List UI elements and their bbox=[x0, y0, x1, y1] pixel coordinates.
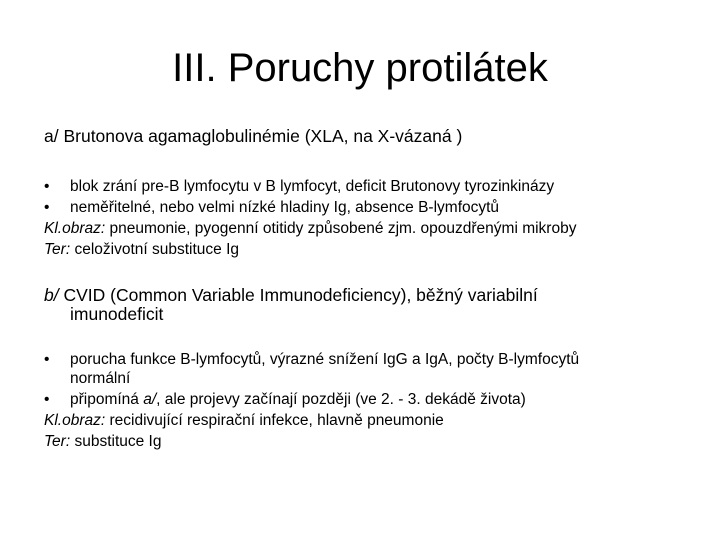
bullet-symbol: • bbox=[44, 199, 50, 216]
bullet-symbol: • bbox=[44, 351, 50, 368]
section-a-therapy bbox=[44, 240, 239, 259]
clinical-picture-label: Kl.obraz: bbox=[44, 412, 106, 429]
therapy-text: celoživotní substituce Ig bbox=[70, 241, 240, 258]
bullet-text-line1: porucha funkce B-lymfocytů, výrazné snížení IgG a IgA, počty B-lymfocytů bbox=[70, 351, 580, 368]
section-b-heading bbox=[44, 286, 538, 324]
section-b-prefix: b/ bbox=[44, 285, 59, 305]
bullet-text: neměřitelné, nebo velmi nízké hladiny Ig, absence B-lymfocytů bbox=[70, 199, 500, 216]
therapy-label: Ter: bbox=[44, 433, 71, 450]
bullet-text-line2: normální bbox=[70, 370, 131, 387]
section-b-bullet-2 bbox=[44, 390, 526, 409]
clinical-picture-text: recidivující respirační infekce, hlavně pneumonie bbox=[105, 412, 444, 429]
section-a-bullet-1 bbox=[44, 177, 554, 196]
bullet-text bbox=[70, 390, 526, 409]
bullet-text: blok zrání pre-B lymfocytu v B lymfocyt, deficit Brutonovy tyrozinkinázy bbox=[70, 178, 555, 195]
section-b-clinical-picture bbox=[44, 411, 444, 430]
bullet-text-prefix: připomíná bbox=[70, 391, 144, 408]
therapy-text: substituce Ig bbox=[70, 433, 162, 450]
bullet-text-suffix: , ale projevy začínají později (ve 2. - 3. dekádě života) bbox=[156, 391, 526, 408]
section-b-bullet-1 bbox=[44, 350, 579, 388]
section-b-therapy bbox=[44, 432, 161, 451]
bullet-symbol: • bbox=[44, 391, 50, 408]
bullet-symbol: • bbox=[44, 178, 50, 195]
page-title: III. Poruchy protilátek bbox=[172, 46, 548, 90]
section-a-heading: a/ Brutonova agamaglobulinémie (XLA, na X-vázaná ) bbox=[44, 126, 463, 146]
clinical-picture-text: pneumonie, pyogenní otitidy způsobené zjm. opouzdřenými mikroby bbox=[105, 220, 577, 237]
section-b-heading-line2: imunodeficit bbox=[70, 304, 164, 324]
section-b-heading-line1: CVID (Common Variable Immunodeficiency), běžný variabilní bbox=[58, 285, 538, 305]
clinical-picture-label: Kl.obraz: bbox=[44, 220, 106, 237]
section-a-bullet-2 bbox=[44, 198, 499, 217]
bullet-text-ref: a/ bbox=[143, 391, 157, 408]
section-a-clinical-picture bbox=[44, 219, 576, 238]
therapy-label: Ter: bbox=[44, 241, 71, 258]
